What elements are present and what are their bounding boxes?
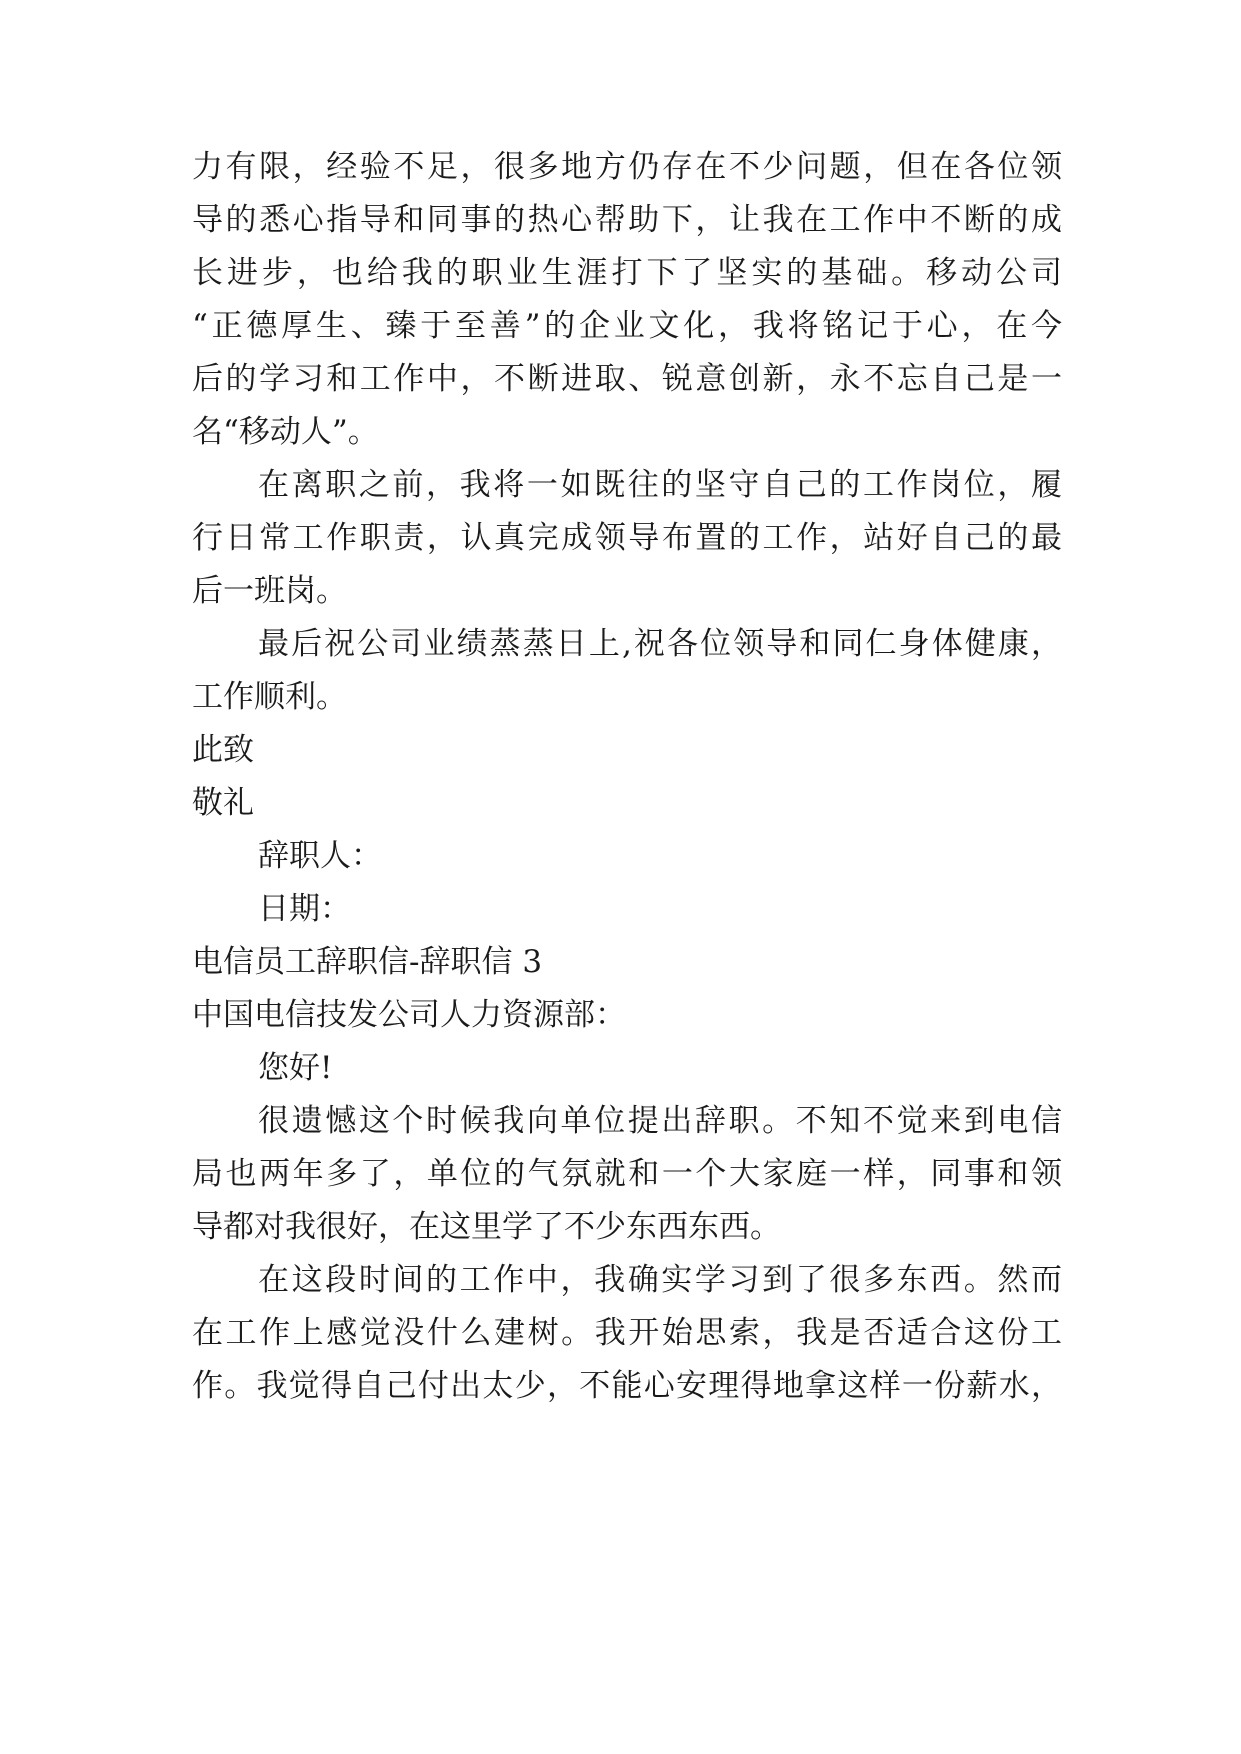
date-label: 日期： [258,891,351,927]
paragraph-line: 在工作上感觉没什么建树。我开始思索，我是否适合这份工 [192,1315,1062,1351]
paragraph-line: “正德厚生、臻于至善”的企业文化，我将铭记于心，在今 [192,308,1062,344]
paragraph-line: 最后祝公司业绩蒸蒸日上,祝各位领导和同仁身体健康， [258,626,1062,662]
paragraph-line: 很遗憾这个时候我向单位提出辞职。不知不觉来到电信 [258,1103,1062,1139]
section-title: 电信员工辞职信-辞职信 3 [192,944,543,980]
paragraph-line: 名“移动人”。 [192,414,379,450]
recipient: 中国电信技发公司人力资源部： [192,997,626,1033]
greeting: 您好! [258,1050,333,1086]
paragraph-line: 作。我觉得自己付出太少，不能心安理得地拿这样一份薪水， [192,1368,1062,1404]
paragraph-line: 在这段时间的工作中，我确实学习到了很多东西。然而 [258,1262,1062,1298]
paragraph-line: 导都对我很好，在这里学了不少东西东西。 [192,1209,781,1245]
paragraph-line: 后的学习和工作中，不断进取、锐意创新，永不忘自己是一 [192,361,1062,397]
paragraph-line: 行日常工作职责，认真完成领导布置的工作，站好自己的最 [192,520,1062,556]
paragraph-line: 力有限，经验不足，很多地方仍存在不少问题，但在各位领 [192,149,1062,185]
paragraph-line: 长进步，也给我的职业生涯打下了坚实的基础。移动公司 [192,255,1062,291]
paragraph-line: 工作顺利。 [192,679,347,715]
signer-label: 辞职人： [258,838,382,874]
paragraph-line: 局也两年多了，单位的气氛就和一个大家庭一样，同事和领 [192,1156,1062,1192]
paragraph-line: 在离职之前，我将一如既往的坚守自己的工作岗位，履 [258,467,1062,503]
paragraph-line: 后一班岗。 [192,573,347,609]
closing-regards: 敬礼 [192,785,254,821]
closing-salutation: 此致 [192,732,254,768]
paragraph-line: 导的悉心指导和同事的热心帮助下，让我在工作中不断的成 [192,202,1062,238]
